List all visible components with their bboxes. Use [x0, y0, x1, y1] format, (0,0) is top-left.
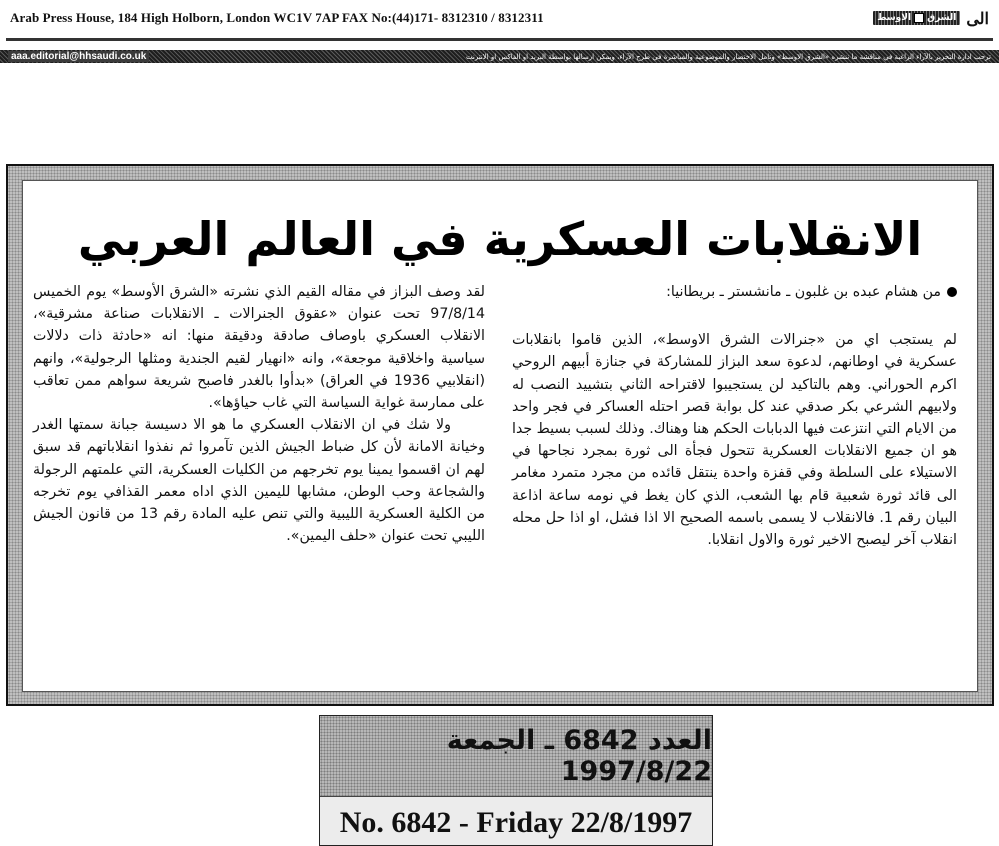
issue-date-stamp: [319, 715, 713, 846]
issue-date-arabic: العدد 6842 ـ الجمعة 1997/8/22: [320, 716, 712, 796]
article-paragraph: لم يستجب اي من «جنرالات الشرق الاوسط»، الذين قاموا بانقلابات عسكرية في اوطانهم، لدعوة سعد البزاز للمشاركة في جنازة أبيهم الروحي اكرم الحوراني. وهم بالتاكيد لن يستجيبوا لاقتراحه الثاني بتشييد النصب له ولابيهم الشرعي بكر صدقي عند كل بوابة قصر احتله العساكر في فجر واحد من الايام التي انتزعت فيها الدبابات الحكم هنا وهناك. وذلك لسبب بسيط جدا هو ان جميع الانقلابات العسكرية تتحول فجأة الى ثورة بمجرد نجاحها في الاستيلاء على السلطة وفي قفزة واحدة ينتقل قائده من مجرد متمرد مغامر الى قائد ثورة شعبية قام بها الشعب، الذي كان يغط في نومه ساعة اذاعة البيان رقم 1. فالانقلاب لا يسمى باسمه الصحيح الا اذا فشل، او اذا حل محله انقلاب آخر ليصبح الاخير ثورة والاول انقلابا.: [512, 332, 957, 549]
logo-part-1: الشرق: [927, 13, 957, 23]
bullet-icon: [947, 287, 957, 297]
logo-part-2: الاوسط: [877, 13, 912, 23]
byline-text: من هشام عبده بن غلبون ـ مانشستر ـ بريطانيا:: [666, 284, 941, 300]
press-house-address: Arab Press House, 184 High Holborn, London WC1V 7AP FAX No:(44)171- 8312310 / 8312311: [10, 10, 544, 25]
article-paragraph: ولا شك في ان الانقلاب العسكري ما هو الا دسيسة جبانة سمتها الغدر وخيانة الامانة لأن كل ضباط الجيش الذين تآمروا ثم نفذوا انقلاباتهم قد سبق لهم ان اقسموا يمينا يوم تخرجهم من الكليات العسكرية، التي علمتهم الرجولة والشجاعة وحب الوطن، مشابها لليمين الذي اداه معمر القذافي يوم تخرجه من الكلية العسكرية الليبية والتي تنص عليه المادة رقم 13 من قانون الجيش الليبي تحت عنوان «حلف اليمين».: [33, 417, 485, 545]
article-paragraph: لقد وصف البزاز في مقاله القيم الذي نشرته «الشرق الأوسط» يوم الخميس 97/8/14 تحت عنوان «عقوق الجنرالات ـ الانقلابات صناعة مشرقية»، الانقلاب العسكري باوصاف صادقة ودقيقة منها: انه «حادثة ذات دلالات سياسية واخلاقية موجعة»، وانه «انهيار لقيم الجندية ومثلها الرجولية»، وانهم (انقلابيي 1936 في العراق) «بدأوا بالغدر فاصبح شريعة سواهم ممن تعاقب على ممارسة غواية السياسة التي غاب حياؤها».: [33, 284, 485, 412]
article-headline: الانقلابات العسكرية في العالم العربي: [77, 212, 923, 266]
masthead-divider: [6, 38, 993, 41]
editorial-email: aaa.editorial@hhsaudi.co.uk: [8, 51, 149, 62]
editorial-notice: ترحب ادارة التحرير بالآراء الراغبة في مناقشة ما ننشره «الشرق الاوسط» وتأمل الاختصار والموضوعية والمباشرة في طرح الآراء، ويمكن ارسالها بواسطة البريد او الفاكس او الانترنت: [466, 52, 991, 61]
to-label: الى: [966, 8, 989, 28]
fax-masthead: [0, 0, 999, 64]
masthead-top-row: [0, 0, 999, 36]
newspaper-logo: [873, 11, 960, 25]
masthead-info-bar: [0, 50, 999, 63]
article-column-left: [33, 281, 485, 547]
issue-date-english: No. 6842 - Friday 22/8/1997: [320, 796, 712, 846]
article-clipping: [6, 164, 994, 706]
article-column-right: [512, 281, 957, 551]
byline: [512, 281, 957, 303]
article-body: [22, 180, 978, 692]
logo-separator-icon: [914, 13, 924, 23]
recipient-block: [873, 9, 989, 28]
